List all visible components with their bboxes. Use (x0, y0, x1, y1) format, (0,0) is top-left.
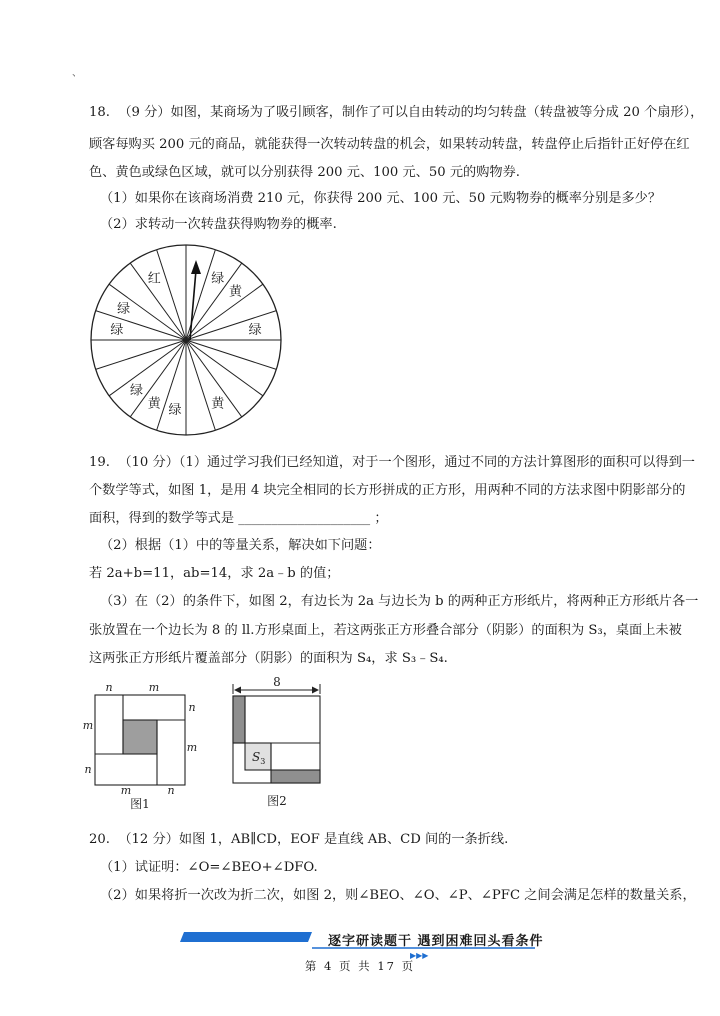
fig2-caption: 图2 (267, 794, 287, 808)
q18-sub-1: （1）如果你在该商场消费 210 元，你获得 200 元、100 元、50 元购物券的概率分别是多少？ (100, 191, 662, 206)
wheel-sector-label: 黄 (211, 396, 225, 412)
wheel-sector-divider (186, 340, 263, 396)
wheel-sector-divider (96, 311, 186, 340)
fig2-s3-label: $S_3$ (252, 750, 266, 766)
fig1-label-left-m: m (82, 719, 94, 732)
wheel-sector-label: 绿 (248, 323, 262, 338)
fig1-label-bottom-m: m (120, 784, 132, 797)
wheel-sector-label: 绿 (168, 403, 182, 419)
wheel-sector-divider (109, 340, 186, 396)
fig1-label-bottom-n: n (167, 784, 175, 797)
fig1-label-right-n: n (188, 701, 196, 714)
wheel-sector-label: 绿 (211, 271, 225, 287)
wheel-sector-divider (157, 250, 186, 340)
fig1-caption: 图1 (130, 797, 150, 811)
spinner-wheel (80, 232, 300, 452)
wheel-sector-divider (186, 340, 276, 369)
q19-sub-2: （2）根据（1）中的等量关系，解决如下问题： (100, 538, 381, 553)
fig2-width-label: 8 (273, 675, 281, 689)
figure-2 (225, 672, 335, 812)
q19-sub-3-line-3: 这两张正方形纸片覆盖部分（阴影）的面积为 S₄，求 S₃﹣S₄. (89, 651, 448, 666)
q18-sub-2: （2）求转动一次转盘获得购物券的概率. (100, 217, 337, 232)
fig1-label-left-n: n (84, 763, 92, 776)
fig1-label-right-m: m (186, 741, 198, 754)
footer-slogan: 逐字研读题干 遇到困难回头看条件 (328, 934, 544, 949)
q19-condition: 若 2a+b=11，ab=14，求 2a﹣b 的值； (89, 566, 340, 581)
q20-sub-2: （2）如果将折一次改为折二次，如图 2，则∠BEO、∠O、∠P、∠PFC 之间会满足怎样的数量关系， (100, 888, 696, 903)
page-number: 第 4 页 共 17 页 (304, 959, 416, 973)
wheel-sector-label: 绿 (129, 383, 144, 399)
wheel-sector-label: 黄 (147, 396, 161, 412)
fig1-label-top-m: m (148, 681, 160, 694)
svg-text:▶▶▶: ▶▶▶ (410, 951, 429, 960)
top-mark: 、 (72, 68, 82, 79)
q19-line-2: 个数学等式，如图 1，是用 4 块完全相同的长方形拼成的正方形，用两种不同的方法求图中阴影部分的 (89, 483, 686, 498)
q20-line-1: 20. （12 分）如图 1，AB∥CD，EOF 是直线 AB、CD 间的一条折线. (89, 832, 509, 847)
wheel-sector-divider (186, 311, 276, 340)
q20-sub-1: （1）试证明：∠O=∠BEO+∠DFO. (100, 860, 318, 875)
wheel-sector-label: 绿 (117, 302, 131, 318)
wheel-sector-label: 绿 (110, 323, 124, 338)
fig1-label-top-n: n (105, 681, 113, 694)
wheel-sector-divider (96, 340, 186, 369)
wheel-sector-label: 黄 (228, 284, 243, 300)
figure-1 (80, 680, 210, 815)
q18-line-1: 18. （9 分）如图，某商场为了吸引顾客，制作了可以自由转动的均匀转盘（转盘被等分成 20 个扇形）， (89, 105, 704, 120)
q18-line-2: 顾客每购买 200 元的商品，就能获得一次转动转盘的机会，如果转动转盘，转盘停止后指针正好停在红 (89, 137, 690, 152)
wheel-sector-divider (186, 340, 215, 430)
q19-line-1: 19. （10 分）（1）通过学习我们已经知道，对于一个图形，通过不同的方法计算图形的面积可以得到一 (89, 455, 695, 470)
q19-sub-3-line-2: 张放置在一个边长为 8 的 ll.方形桌面上，若这两张正方形叠合部分（阴影）的面积为 S₃，桌面上未被 (89, 623, 682, 638)
q19-sub-3-line-1: （3）在（2）的条件下，如图 2，有边长为 2a 与边长为 b 的两种正方形纸片，将两种正方形纸片各一 (100, 594, 699, 609)
q18-line-3: 色、黄色或绿色区域，就可以分别获得 200 元、100 元、50 元的购物券. (89, 165, 520, 180)
q19-line-3: 面积，得到的数学等式是 ____________________ ； (89, 511, 388, 526)
wheel-sector-label: 红 (147, 271, 161, 287)
